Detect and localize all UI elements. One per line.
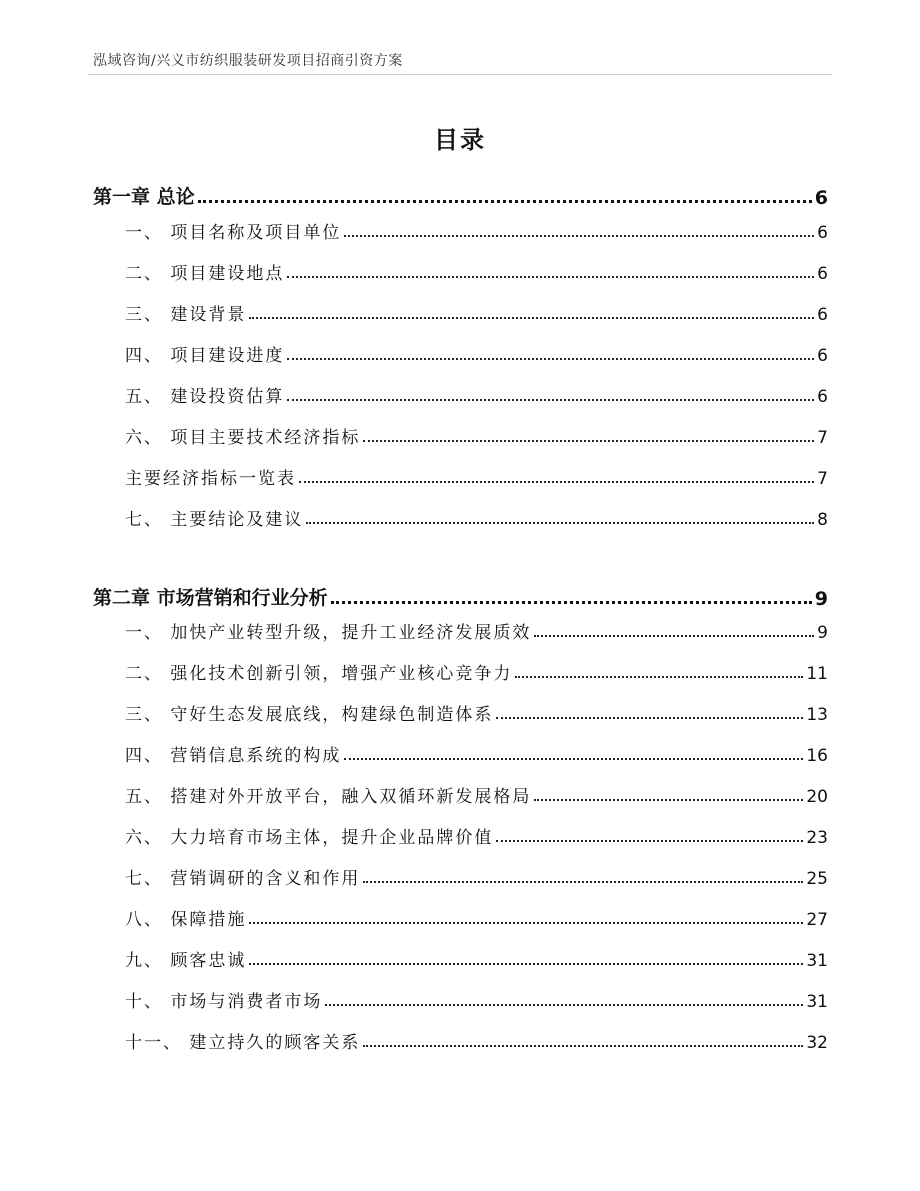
toc-entry[interactable] [125,259,828,284]
toc-entry[interactable] [125,1028,828,1053]
toc-entry-page: 6 [817,387,828,407]
toc-entry-page: 31 [806,992,828,1012]
toc-entry-page: 9 [817,623,828,643]
toc-entry-label: 六、 大力培育市场主体，提升企业品牌价值 [125,828,494,848]
toc-entry-label: 四、 项目建设进度 [125,346,285,366]
toc-entry-label: 五、 建设投资估算 [125,387,285,407]
toc-entry-page: 27 [806,910,828,930]
dot-leader [198,200,812,203]
dot-leader [515,676,803,678]
toc-entry[interactable] [125,423,828,448]
toc-entry[interactable] [125,659,828,684]
toc-entry[interactable] [125,741,828,766]
toc-entry[interactable] [125,823,828,848]
toc-entry-label: 第一章 总论 [93,186,195,208]
dot-leader [287,399,814,401]
toc-entry[interactable] [125,618,828,643]
toc-entry[interactable] [125,382,828,407]
toc-entry-label: 六、 项目主要技术经济指标 [125,428,361,448]
toc-title: 目录 [434,126,486,154]
toc-chapter-1[interactable] [93,182,828,209]
toc-entry[interactable] [125,946,828,971]
toc-entry-page: 20 [806,787,828,807]
toc-entry[interactable] [125,218,828,243]
toc-chapter-2[interactable] [93,583,828,610]
dot-leader [249,922,803,924]
toc-entry-label: 九、 顾客忠诚 [125,951,247,971]
toc-entry-page: 7 [817,428,828,448]
toc-entry-page: 16 [806,746,828,766]
dot-leader [363,440,814,442]
toc-entry-page: 32 [806,1033,828,1053]
toc-entry[interactable] [125,341,828,366]
toc-entry-label: 八、 保障措施 [125,910,247,930]
dot-leader [534,635,814,637]
toc-entry-page: 31 [806,951,828,971]
toc-entry-page: 6 [817,264,828,284]
toc-entry-page: 8 [817,510,828,530]
toc-entry-label: 七、 营销调研的含义和作用 [125,869,361,889]
toc-entry-label: 主要经济指标一览表 [125,469,296,489]
dot-leader [287,276,814,278]
toc-entry[interactable] [125,505,828,530]
toc-entry[interactable] [125,864,828,889]
toc-entry-label: 七、 主要结论及建议 [125,510,304,530]
toc-entry-page: 7 [817,469,828,489]
toc-entry-page: 6 [817,305,828,325]
toc-entry-label: 第二章 市场营销和行业分析 [93,587,328,609]
toc-entry-label: 二、 项目建设地点 [125,264,285,284]
toc-entry-page: 25 [806,869,828,889]
toc-entry-page: 11 [806,664,828,684]
dot-leader [344,758,803,760]
toc-entry-page: 23 [806,828,828,848]
dot-leader [306,522,814,524]
toc-entry[interactable] [125,464,828,489]
toc-entry-label: 五、 搭建对外开放平台，融入双循环新发展格局 [125,787,532,807]
toc-entry-label: 十、 市场与消费者市场 [125,992,323,1012]
toc-entry-label: 四、 营销信息系统的构成 [125,746,342,766]
toc-entry[interactable] [125,782,828,807]
dot-leader [249,963,803,965]
dot-leader [496,840,803,842]
toc-entry[interactable] [125,905,828,930]
toc-entry-label: 一、 加快产业转型升级，提升工业经济发展质效 [125,623,532,643]
dot-leader [363,881,803,883]
toc-entry-page: 6 [814,187,828,209]
dot-leader [249,317,814,319]
dot-leader [331,601,812,604]
running-header: 泓域咨询/兴义市纺织服装研发项目招商引资方案 [93,53,403,69]
toc-entry[interactable] [125,987,828,1012]
toc-entry-label: 三、 建设背景 [125,305,247,325]
dot-leader [344,235,814,237]
dot-leader [299,481,814,483]
toc-entry-label: 十一、 建立持久的顾客关系 [125,1033,361,1053]
dot-leader [534,799,803,801]
dot-leader [287,358,814,360]
dot-leader [363,1045,803,1047]
toc-entry[interactable] [125,700,828,725]
dot-leader [496,717,803,719]
toc-entry-page: 9 [814,588,828,610]
toc-entry-page: 13 [806,705,828,725]
toc-entry-label: 一、 项目名称及项目单位 [125,223,342,243]
toc-entry-label: 二、 强化技术创新引领，增强产业核心竞争力 [125,664,513,684]
dot-leader [325,1004,803,1006]
toc-entry-label: 三、 守好生态发展底线，构建绿色制造体系 [125,705,494,725]
toc-entry-page: 6 [817,223,828,243]
toc-entry[interactable] [125,300,828,325]
toc-entry-page: 6 [817,346,828,366]
